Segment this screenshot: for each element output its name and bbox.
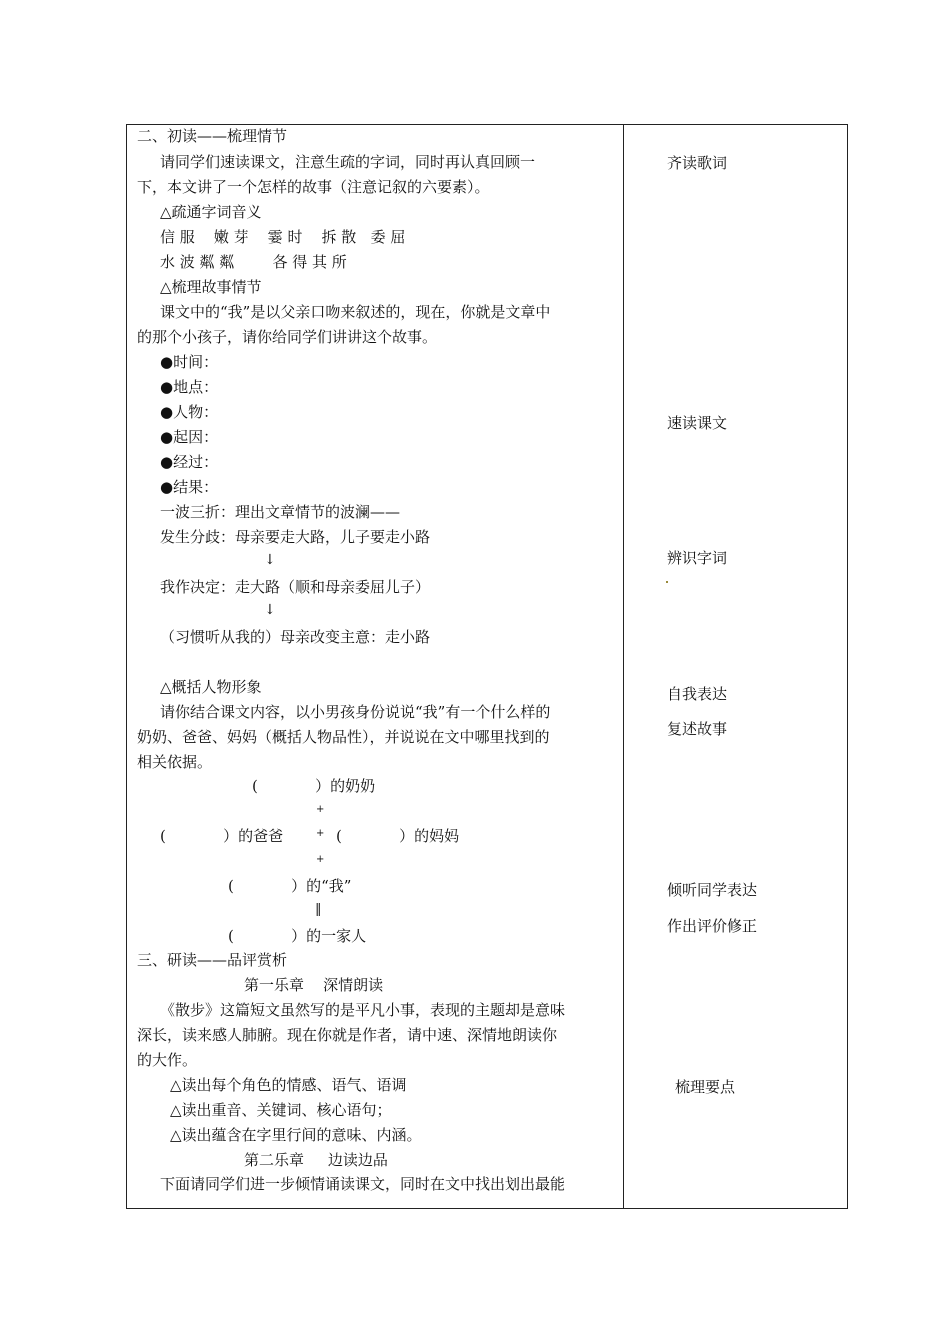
paragraph-1a: 请同学们速读课文，注意生疏的字词，同时再认真回顾一 (160, 153, 536, 171)
activity-retell-story: 复述故事 (667, 720, 728, 738)
speck-mark (666, 581, 668, 583)
wave-line: 一波三折：理出文章情节的波澜—— (160, 503, 401, 521)
plus-sign: + (316, 854, 325, 865)
column-divider (623, 124, 624, 1209)
chapter-two-title: 第二乐章 边读边品 (244, 1151, 388, 1169)
plus-sign: + (316, 828, 325, 839)
vocab-line-1: 信 服 嫩 芽 霎 时 拆 散 委 屈 (160, 228, 406, 246)
flow-step-1: 发生分歧：母亲要走大路，儿子要走小路 (160, 528, 431, 546)
bullet-people: ●人物： (160, 403, 219, 421)
activity-read-lyrics: 齐读歌词 (667, 154, 728, 172)
paragraph-5: 下面请同学们进一步倾情诵读课文，同时在文中找出划出最能 (160, 1175, 566, 1193)
bullet-cause: ●起因： (160, 428, 219, 446)
paragraph-2a: 课文中的“我”是以父亲口吻来叙述的，现在，你就是文章中 (160, 303, 551, 321)
bullet-process: ●经过： (160, 453, 219, 471)
paragraph-4c: 的大作。 (137, 1051, 198, 1069)
activity-speed-read: 速读课文 (667, 414, 728, 432)
paragraph-3c: 相关依据。 (137, 753, 213, 771)
section-three-title: 三、研读——品评赏析 (137, 951, 288, 969)
blank-mom: ( ）的妈妈 (336, 827, 460, 845)
down-arrow-icon: ↓ (264, 602, 276, 618)
plus-sign: + (316, 804, 325, 815)
blank-grandma: ( ）的奶奶 (252, 777, 376, 795)
paragraph-2b: 的那个小孩子，请你给同学们讲讲这个故事。 (137, 328, 438, 346)
blank-family: ( ）的一家人 (228, 927, 367, 945)
flow-step-2: 我作决定：走大路（顺和母亲委屈儿子） (160, 578, 431, 596)
section-two-title: 二、初读——梳理情节 (137, 127, 288, 145)
down-arrow-icon: ↓ (264, 552, 276, 568)
bullet-time: ●时间： (160, 353, 219, 371)
activity-self-expression: 自我表达 (667, 685, 728, 703)
blank-dad: ( ）的爸爸 (160, 827, 284, 845)
blank-me: ( ）的“我” (228, 877, 352, 895)
paragraph-4b: 深长，读来感人肺腑。现在你就是作者，请中速、深情地朗读你 (137, 1026, 558, 1044)
activity-evaluate: 作出评价修正 (667, 917, 758, 935)
equals-sign: ‖ (315, 902, 322, 917)
chapter-one-title: 第一乐章 深情朗读 (244, 976, 384, 994)
paragraph-3a: 请你结合课文内容，以小男孩身份说说“我”有一个什么样的 (160, 703, 551, 721)
bullet-result: ●结果： (160, 478, 219, 496)
subheading-characters: △概括人物形象 (160, 678, 262, 696)
paragraph-3b: 奶奶、爸爸、妈妈（概括人物品性），并说说在文中哪里找到的 (137, 728, 550, 746)
flow-step-3: （习惯听从我的）母亲改变主意：走小路 (160, 628, 431, 646)
activity-listen: 倾听同学表达 (667, 881, 758, 899)
paragraph-4a: 《散步》这篇短文虽然写的是平凡小事，表现的主题却是意味 (160, 1001, 566, 1019)
subheading-plot: △梳理故事情节 (160, 278, 262, 296)
subheading-vocab: △疏通字词音义 (160, 203, 262, 221)
vocab-line-2: 水 波 粼 粼 各 得 其 所 (160, 253, 347, 271)
activity-identify-words: 辨识字词 (667, 549, 728, 567)
activity-key-points: 梳理要点 (675, 1078, 736, 1096)
paragraph-1b: 下，本文讲了一个怎样的故事（注意记叙的六要素）。 (137, 178, 490, 196)
bullet-place: ●地点： (160, 378, 219, 396)
reading-point-2: △读出重音、关键词、核心语句； (170, 1101, 392, 1119)
reading-point-1: △读出每个角色的情感、语气、语调 (170, 1076, 407, 1094)
reading-point-3: △读出蕴含在字里行间的意味、内涵。 (170, 1126, 422, 1144)
